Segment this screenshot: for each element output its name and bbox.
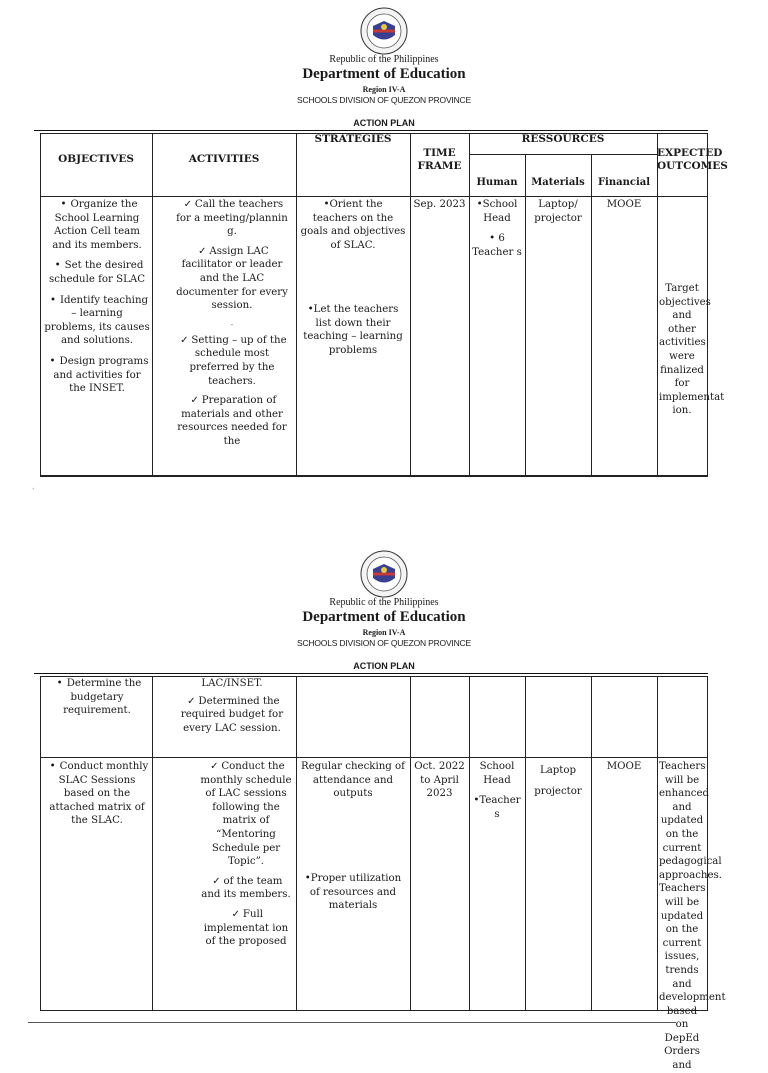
department-heading: Department of Education xyxy=(302,609,466,625)
time-frame-cell: Oct. 2022 to April 2023 xyxy=(414,761,465,800)
human-cell-1: •School Head xyxy=(476,199,518,224)
list-item: ✓ Setting – up of the schedule most preferred by the teachers. xyxy=(180,334,287,387)
document-page-1 xyxy=(0,0,768,500)
action-plan-title: ACTION PLAN xyxy=(353,661,415,671)
republic-heading: Republic of the Philippines xyxy=(329,597,439,608)
strategies-cell-2: •Let the teachers list down their teaching – learning problems xyxy=(303,304,403,356)
human-cell-2: •Teacher s xyxy=(473,795,521,820)
header-expected-outcomes: EXPECTED OUTCOMES xyxy=(657,147,728,172)
objectives-cell xyxy=(44,198,150,403)
materials-cell: Laptop/ projector xyxy=(534,199,582,224)
list-item: ✓ Preparation of materials and other resources needed for the xyxy=(177,395,287,447)
header-time-frame: TIME FRAME xyxy=(417,147,462,172)
header-financial: Financial xyxy=(597,177,651,188)
header-materials: Materials xyxy=(531,177,585,188)
activities-cell xyxy=(172,198,292,455)
list-item: . xyxy=(230,318,234,327)
objectives-cell xyxy=(44,760,150,835)
department-heading: Department of Education xyxy=(302,66,466,82)
division-heading: SCHOOLS DIVISION OF QUEZON PROVINCE xyxy=(297,638,471,648)
header-activities: ACTIVITIES xyxy=(188,153,260,165)
list-item: • Determine the budgetary requirement. xyxy=(56,678,142,717)
expected-outcomes-cell: Teachers will be enhanced and updated on the current pedagogical approaches. Teachers will be updated on the current issues, trends and development based on DepEd Orders and xyxy=(659,761,726,1072)
financial-cell: MOOE xyxy=(606,199,642,210)
materials-cell: Laptop projector xyxy=(534,765,582,797)
list-item: ✓ Determined the required budget for every LAC session. xyxy=(180,695,284,734)
list-item: ✓ Full implementat ion of the proposed xyxy=(203,908,289,948)
financial-cell: MOOE xyxy=(606,761,642,772)
expected-outcomes-cell: Target objectives and other activities were finalized for implementat ion. xyxy=(659,283,725,417)
deped-seal-icon xyxy=(360,550,408,598)
activities-cell xyxy=(200,760,292,955)
time-frame-cell: Sep. 2023 xyxy=(413,199,466,210)
list-item: ✓ Conduct the monthly schedule of LAC sessions following the matrix of “Mentoring Schedule per Topic”. xyxy=(200,761,292,868)
list-item: • Set the desired schedule for SLAC xyxy=(48,260,146,285)
strategies-cell-1: •Orient the teachers on the goals and objectives of SLAC. xyxy=(300,199,406,251)
footer-rule xyxy=(28,1022,676,1023)
document-page-2 xyxy=(0,543,768,1072)
list-item: • Identify teaching – learning problems, its causes and solutions. xyxy=(44,294,150,347)
list-item: • Conduct monthly SLAC Sessions based on the attached matrix of the SLAC. xyxy=(49,761,149,827)
human-cell-1: School Head xyxy=(479,761,515,786)
header-objectives: OBJECTIVES xyxy=(58,153,134,165)
deped-seal-icon xyxy=(360,7,408,55)
header-resources: RESSOURCES xyxy=(521,133,605,145)
header-strategies: STRATEGIES xyxy=(314,133,392,145)
list-item: ✓ Call the teachers for a meeting/plannin g. xyxy=(176,199,288,238)
region-heading: Region IV-A xyxy=(362,85,406,94)
header-human: Human xyxy=(476,177,518,188)
region-heading: Region IV-A xyxy=(362,628,406,637)
list-item: ✓ of the team and its members. xyxy=(201,875,291,901)
strategies-cell-2: •Proper utilization of resources and materials xyxy=(304,873,402,912)
strategies-cell-1: Regular checking of attendance and outputs xyxy=(301,761,405,800)
activities-cell xyxy=(172,677,292,741)
objectives-cell xyxy=(44,677,150,725)
republic-heading: Republic of the Philippines xyxy=(329,54,439,65)
division-heading: SCHOOLS DIVISION OF QUEZON PROVINCE xyxy=(297,95,471,105)
stray-mark: ‘ xyxy=(32,487,35,495)
list-item: • Organize the School Learning Action Cell team and its members. xyxy=(52,199,142,251)
activities-continuation: LAC/INSET. xyxy=(201,678,263,689)
list-item: • Design programs and activities for the INSET. xyxy=(49,355,149,395)
action-plan-title: ACTION PLAN xyxy=(353,118,415,128)
list-item: ✓ Assign LAC facilitator or leader and the LAC documenter for every session. xyxy=(176,245,288,312)
human-cell-2: • 6 Teacher s xyxy=(472,233,522,258)
